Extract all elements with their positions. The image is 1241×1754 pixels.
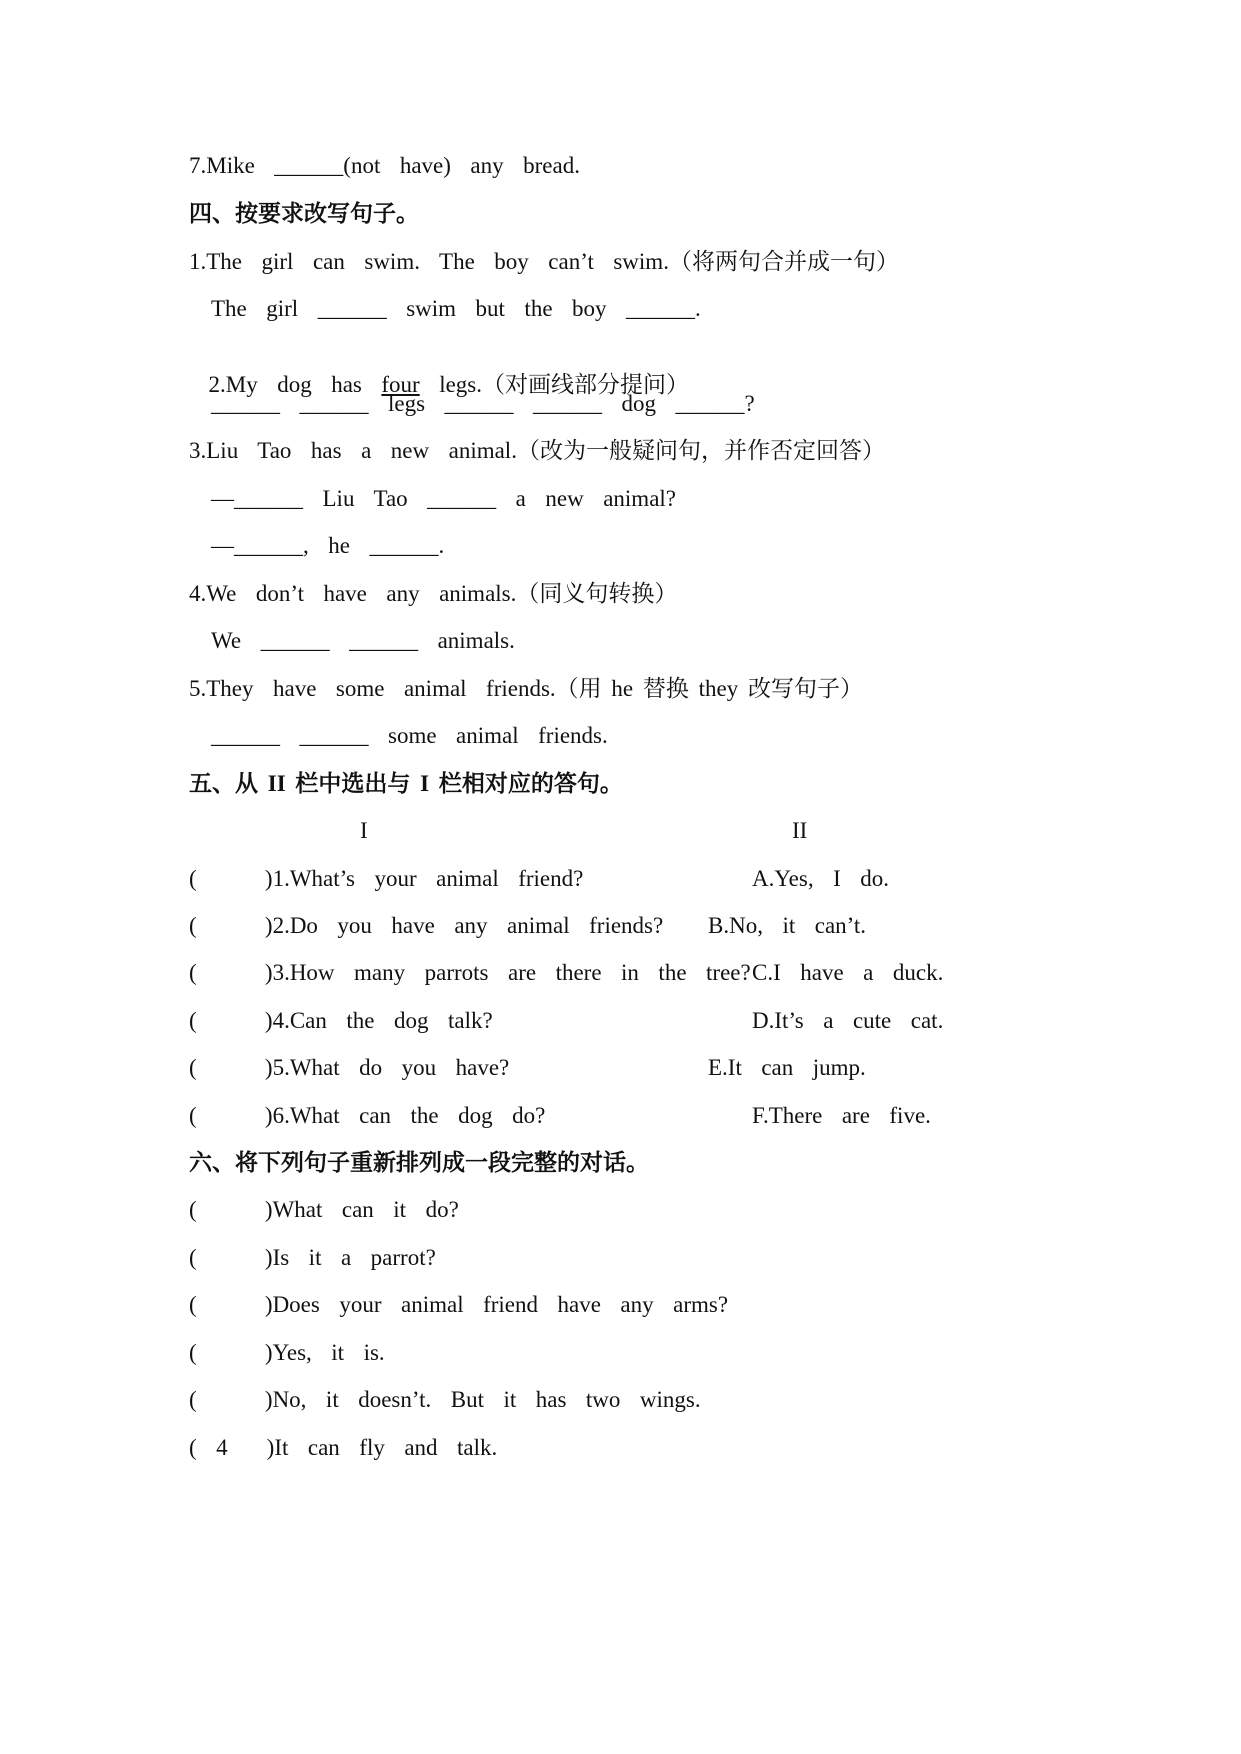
match-answer-e: E.It can jump. [708,1055,866,1080]
match-question-6: ( )6.What can the dog do? [189,1103,546,1128]
order-item-6: ( 4 )It can fly and talk. [189,1435,498,1460]
answer-4-3-a: —______ Liu Tao ______ a new animal? [211,486,676,511]
column-i-label: I [360,818,368,843]
order-item-2: ( )Is it a parrot? [189,1245,436,1270]
match-question-5: ( )5.What do you have? [189,1055,510,1080]
section-4-heading: 四、按要求改写句子。 [189,201,419,226]
match-answer-b: B.No, it can’t. [708,913,867,938]
match-answer-c: C.I have a duck. [752,960,944,985]
match-question-2: ( )2.Do you have any animal friends? [189,913,664,938]
order-item-4: ( )Yes, it is. [189,1340,385,1365]
answer-4-5: ______ ______ some animal friends. [211,723,608,748]
answer-4-2: ______ ______ legs ______ ______ dog ______? [211,391,755,416]
answer-4-1: The girl ______ swim but the boy ______. [211,296,701,321]
order-item-1: ( )What can it do? [189,1197,459,1222]
section-5-heading: 五、从 II 栏中选出与 I 栏相对应的答句。 [189,771,623,796]
question-4-2-post: legs.（对画线部分提问） [419,372,690,397]
match-question-3: ( )3.How many parrots are there in the tree? [189,960,751,985]
question-4-1: 1.The girl can swim. The boy can’t swim.（将两句合并成一句） [189,249,899,274]
match-question-1: ( )1.What’s your animal friend? [189,866,584,891]
order-item-3: ( )Does your animal friend have any arms? [189,1292,729,1317]
question-3-7: 7.Mike ______(not have) any bread. [189,153,580,178]
question-4-3: 3.Liu Tao has a new animal.（改为一般疑问句，并作否定回答） [189,438,885,463]
section-6-heading: 六、将下列句子重新排列成一段完整的对话。 [189,1150,649,1175]
match-answer-f: F.There are five. [752,1103,931,1128]
match-answer-d: D.It’s a cute cat. [752,1008,944,1033]
match-question-4: ( )4.Can the dog talk? [189,1008,493,1033]
underlined-word: four [381,372,420,397]
question-4-4: 4.We don’t have any animals.（同义句转换） [189,581,678,606]
answer-4-3-b: —______, he ______. [211,533,445,558]
answer-4-4: We ______ ______ animals. [211,628,515,653]
question-4-2-pre: 2.My dog has [208,372,382,397]
match-answer-a: A.Yes, I do. [752,866,889,891]
order-item-5: ( )No, it doesn’t. But it has two wings. [189,1387,701,1412]
question-4-5: 5.They have some animal friends.（用 he 替换 they 改写句子） [189,676,863,701]
column-ii-label: II [792,818,808,843]
